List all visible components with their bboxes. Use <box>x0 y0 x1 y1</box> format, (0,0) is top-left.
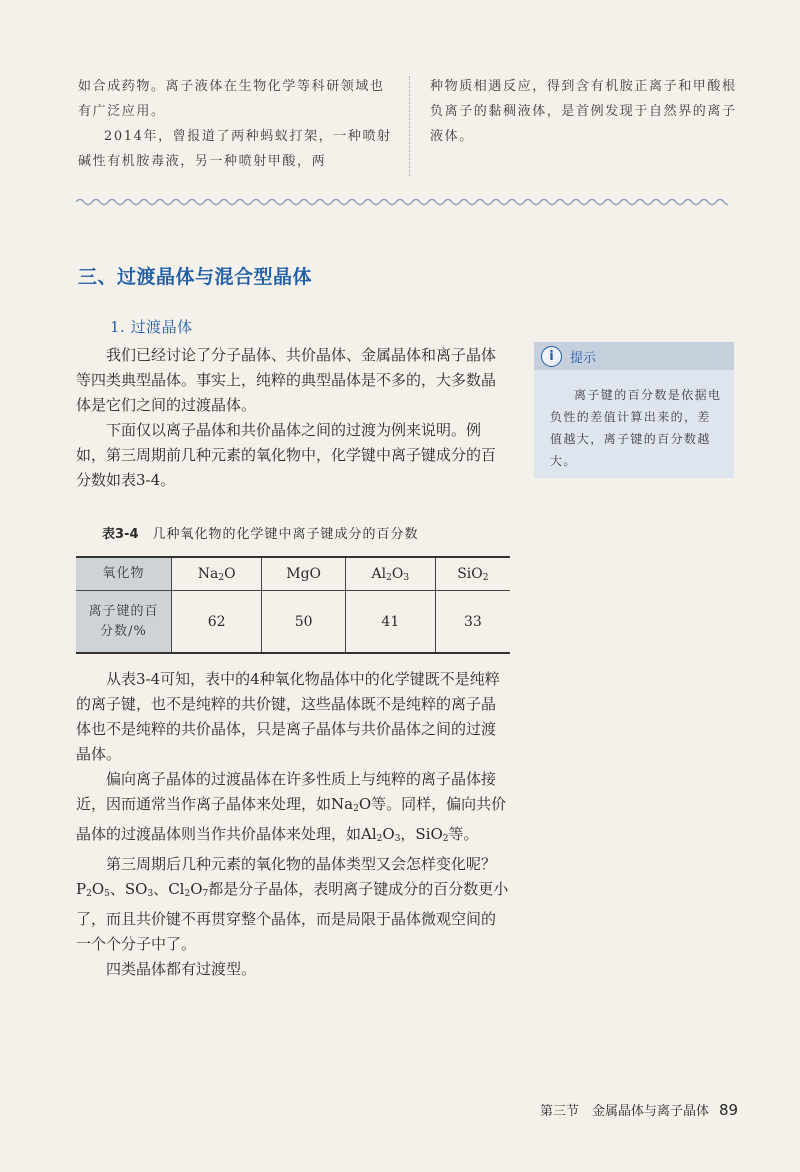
oxide-cell: MgO <box>262 557 346 591</box>
section-title: 三、过渡晶体与混合型晶体 <box>78 266 313 288</box>
paragraph-2: 下面仅以离子晶体和共价晶体之间的过渡为例来说明。例如，第三周期前几种元素的氧化物中，化学键中离子键成分的百分数如表3-4。 <box>76 421 497 489</box>
paragraph-4: 偏向离子晶体的过渡晶体在许多性质上与纯粹的离子晶体接近，因而通常当作离子晶体来处理，如$Na_2O$等。同样，偏向共价晶体的过渡晶体则当作共价晶体来处理，如$Al_2O_3$，SiO$_2$等。 <box>76 770 507 844</box>
intro-text <box>76 343 510 493</box>
oxide-cell: SiO$_2$ <box>435 557 510 591</box>
tip-label: 提示 <box>570 351 597 366</box>
oxide-table <box>76 556 510 654</box>
analysis-text <box>76 667 510 982</box>
page-number: 89 <box>719 1101 739 1119</box>
table-header-row <box>76 557 510 591</box>
table-caption-text: 几种氧化物的化学键中离子键成分的百分数 <box>152 527 419 542</box>
top-two-column-text <box>78 74 738 180</box>
column-divider <box>409 76 410 176</box>
table-value-row <box>76 591 510 653</box>
paragraph-5: 第三周期后几种元素的氧化物的晶体类型又会怎样变化呢？$P_2O_5$、$SO_3$、$Cl_2O_7$都是分子晶体，表明离子键成分的百分数更小了，而且共价键不再贯穿整个晶体，而是局限于晶体微观空间的一个个分子中了。 <box>76 855 509 953</box>
tip-header <box>534 342 734 370</box>
subsection-title: 1. 过渡晶体 <box>110 318 193 336</box>
value-cell: 50 <box>262 591 346 653</box>
left-paragraph-2: 2014年，曾报道了两种蚂蚁打架，一种喷射碱性有机胺毒液，另一种喷射甲酸，两 <box>78 129 392 169</box>
tip-text: 离子键的百分数是依据电负性的差值计算出来的，差值越大，离子键的百分数越大。 <box>550 388 722 468</box>
tip-box <box>534 342 734 478</box>
info-icon: i <box>541 346 562 367</box>
oxide-cell: $Al_2O_3$ <box>345 557 435 591</box>
paragraph-6: 四类晶体都有过渡型。 <box>106 960 257 978</box>
oxide-cell: $Na_2O$ <box>171 557 261 591</box>
value-cell: 62 <box>171 591 261 653</box>
table-number: 表3-4 <box>102 527 139 542</box>
page-footer <box>540 1100 738 1119</box>
table-row-label: 离子键的百分数/% <box>76 591 171 653</box>
footer-section: 第三节 金属晶体与离子晶体 <box>540 1104 710 1119</box>
left-paragraph-1: 如合成药物。离子液体在生物化学等科研领域也有广泛应用。 <box>78 79 385 119</box>
left-column <box>78 74 396 174</box>
value-cell: 41 <box>345 591 435 653</box>
paragraph-1: 我们已经讨论了分子晶体、共价晶体、金属晶体和离子晶体等四类典型晶体。事实上，纯粹的典型晶体是不多的，大多数晶体是它们之间的过渡晶体。 <box>76 346 497 414</box>
wavy-divider <box>76 196 728 208</box>
right-column <box>430 74 738 149</box>
paragraph-3: 从表3-4可知，表中的4种氧化物晶体中的化学键既不是纯粹的离子键，也不是纯粹的共价键，这些晶体既不是纯粹的离子晶体也不是纯粹的共价晶体，只是离子晶体与共价晶体之间的过渡晶体。 <box>76 670 500 763</box>
right-paragraph: 种物质相遇反应，得到含有机胺正离子和甲酸根负离子的黏稠液体，是首例发现于自然界的离子液体。 <box>430 79 737 144</box>
value-cell: 33 <box>435 591 510 653</box>
table-header-label: 氧化物 <box>76 557 171 591</box>
table-caption <box>102 523 419 542</box>
